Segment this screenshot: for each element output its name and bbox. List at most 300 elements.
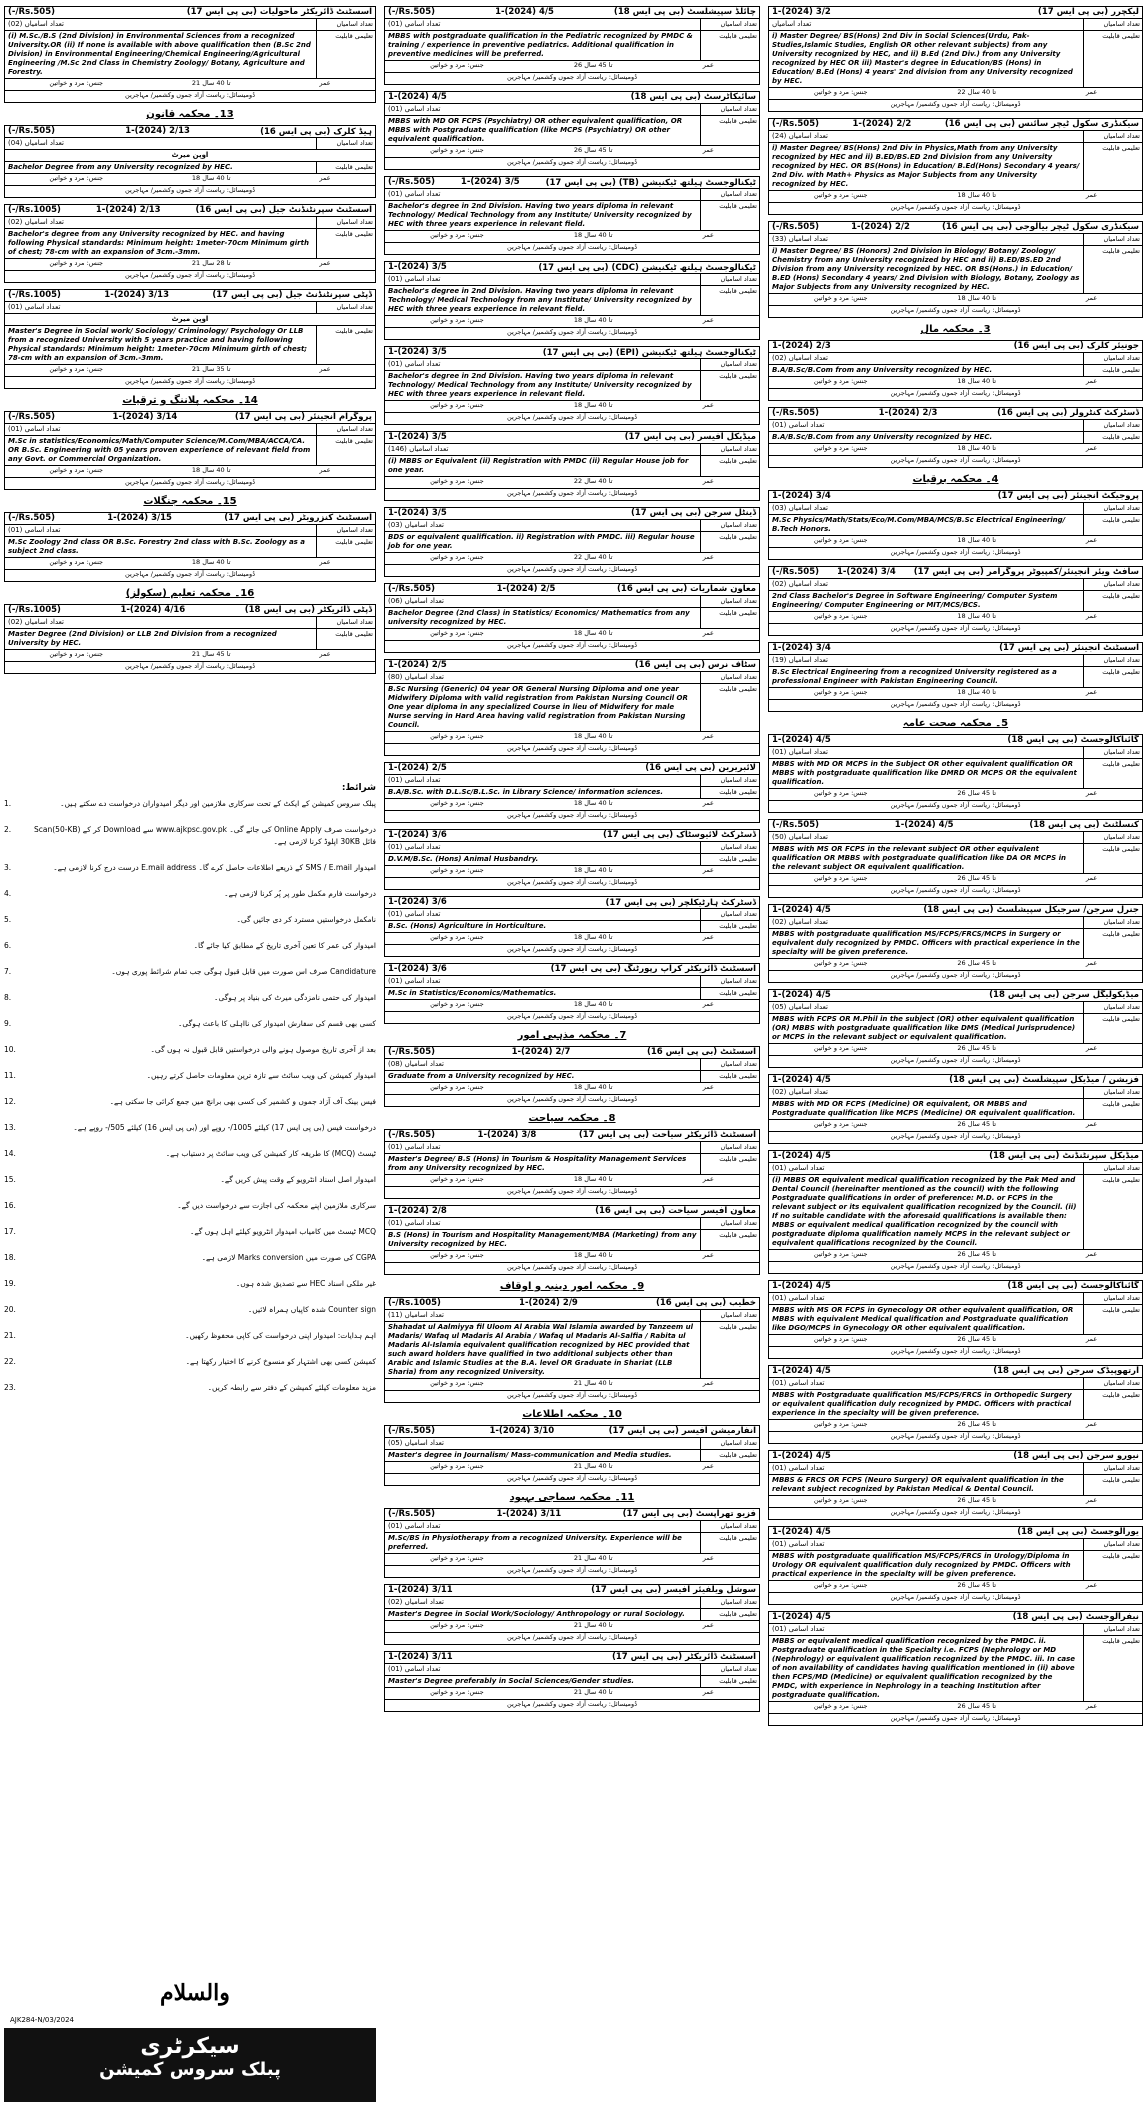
gender-text: جنس: مرد و خواتین — [813, 1044, 868, 1052]
qualification-label: تعلیمی قابلیت — [316, 537, 375, 557]
age-label: عمر — [1085, 1702, 1098, 1710]
post-code: 4/5 (2024)-1 — [772, 735, 831, 745]
age-value: 26 تا 45 سال — [957, 1335, 997, 1343]
condition-text: Candidature صرف اس صورت میں قابل قبول ہوگی جب تمام شرائط پوری ہوں۔ — [111, 967, 376, 976]
post-count-row — [5, 19, 375, 31]
age-label: عمر — [319, 558, 331, 566]
qualification-row — [769, 1551, 1142, 1581]
age-label: عمر — [319, 79, 331, 87]
domicile-row — [769, 1593, 1142, 1604]
post-title: معاون آفیسر سیاحت (بی پی ایس 16) — [595, 1206, 756, 1216]
domicile-row — [385, 413, 759, 424]
job-post — [768, 1280, 1143, 1359]
age-label: عمر — [319, 174, 331, 182]
post-count: تعداد اسامی (01) — [388, 360, 441, 368]
count-label: تعداد اسامیاں — [1083, 1087, 1142, 1098]
qualification-text: Master Degree (2nd Division) or LLB 2nd Division from a recognized University by HEC. — [8, 630, 277, 647]
qualification-text: MBBS with postgraduate qualification in the Pediatric recognized by PMDC & training / experience in preventive pediatrics. Additional qualification in preventive medicines will be preferred. — [388, 32, 693, 58]
domicile-row — [5, 91, 375, 102]
qualification-text: Shahadat ul Aalmiyya fil Uloom Al Arabia Wal Islamia awarded by Tanzeem ul Madaris/ Wafaq ul Madaris Al Arabia / Wafaq ul Madaris Al-Salfia / Rabita ul Madaris Al-Islamia equivalent qualification recognized by HEC provided that such award holders have qualified in two additional subjects other than Arabic and Islamic Studies at the B.A. level OR Graduate in Shariat (LLB Sharia) from any recognized University. — [388, 1323, 693, 1376]
qualification-label: تعلیمی قابلیت — [1083, 1475, 1142, 1495]
domicile-row — [385, 878, 759, 889]
job-post — [768, 566, 1143, 636]
age-gender-row — [385, 1251, 759, 1263]
post-code: 3/8 (2024)-1 — [477, 1130, 537, 1140]
count-label: تعداد اسامیاں — [700, 359, 759, 370]
count-label: تعداد اسامیاں — [700, 596, 759, 607]
domicile-text: ڈومیسائل: ریاست آزاد جموں وکشمیر/ مہاجرین — [507, 1474, 637, 1482]
gender-text: جنس: مرد و خواتین — [49, 174, 104, 182]
post-title: جنرل سرجن/ سرجیکل سپیشلسٹ (بی پی ایس 18) — [923, 905, 1139, 915]
count-label: تعداد اسامیاں — [316, 19, 375, 30]
condition-item — [4, 1148, 376, 1160]
condition-item — [4, 1278, 376, 1290]
gender-text: جنس: مرد و خواتین — [813, 444, 868, 452]
post-count: تعداد اسامی (01) — [388, 843, 441, 851]
domicile-row — [769, 1714, 1142, 1725]
age-value: 21 تا 40 سال — [573, 1379, 613, 1387]
post-code: 3/5 (2024)-1 — [388, 347, 447, 357]
domicile-text: ڈومیسائل: ریاست آزاد جموں وکشمیر/ مہاجرین — [507, 1263, 637, 1271]
qualification-text: MBBS or equivalent medical qualification recognized by the PMDC. ii. Postgraduate qualification in the Specialty i.e. FCPS (Nephrology or MD (Nephrology) or equivalent qualification recognized by the PMDC. iii. In case of non availability of candidates having qualification mentioned in (ii) above then FCPS/MD (Medicine) or equivalent qualification recognized by the PMDC, with experience in Nephrology in a teaching Institution after postgraduate qualification. — [772, 1637, 1075, 1699]
age-label: عمر — [702, 1379, 714, 1387]
qualification-label: تعلیمی قابلیت — [1083, 1175, 1142, 1249]
domicile-text: ڈومیسائل: ریاست آزاد جموں وکشمیر/ مہاجرین — [890, 1347, 1021, 1355]
condition-item — [4, 1096, 376, 1108]
qualification-label: تعلیمی قابلیت — [316, 31, 375, 78]
post-code: 2/3 (2024)-1 — [878, 408, 938, 418]
job-post — [384, 507, 760, 577]
post-title-row — [769, 990, 1142, 1002]
post-count-row — [385, 596, 759, 608]
condition-item — [4, 1174, 376, 1186]
count-label: تعداد اسامیاں — [316, 424, 375, 435]
age-gender-row — [385, 231, 759, 243]
age-label: عمر — [702, 732, 714, 740]
domicile-row — [769, 100, 1142, 111]
post-count-row — [385, 842, 759, 854]
age-gender-row — [769, 1420, 1142, 1432]
domicile-row — [385, 1095, 759, 1106]
post-count-row — [385, 1142, 759, 1154]
post-code: 4/5 (2024)-1 — [772, 1281, 831, 1291]
post-count-row — [769, 1293, 1142, 1305]
qualification-row — [385, 456, 759, 477]
condition-number: 17. — [4, 1227, 16, 1236]
department-heading: 4۔ محکمہ برقیات — [912, 474, 999, 485]
age-label: عمر — [1085, 536, 1098, 544]
condition-number: 8. — [4, 993, 12, 1002]
job-post — [768, 340, 1143, 401]
age-gender-row — [769, 688, 1142, 700]
job-post — [384, 963, 760, 1024]
post-count: تعداد اسامی (01) — [388, 1219, 441, 1227]
post-code: 2/7 (2024)-1 — [511, 1047, 571, 1057]
qualification-row — [5, 436, 375, 466]
qualification-label: تعلیمی قابلیت — [700, 456, 759, 476]
qualification-label: تعلیمی قابلیت — [1083, 667, 1142, 687]
post-count-row — [769, 747, 1142, 759]
post-count-row — [769, 234, 1142, 246]
gender-text: جنس: مرد و خواتین — [430, 732, 484, 740]
qualification-label: تعلیمی قابلیت — [1083, 1636, 1142, 1701]
qualification-row — [385, 787, 759, 799]
gender-text: جنس: مرد و خواتین — [430, 146, 484, 154]
count-label: تعداد اسامیاں — [700, 775, 759, 786]
post-title: ڈینٹل سرجن (بی پی ایس 17) — [630, 508, 756, 518]
count-label: تعداد اسامیاں — [700, 1597, 759, 1608]
job-post — [768, 989, 1143, 1068]
job-post — [384, 1046, 760, 1107]
qualification-row — [769, 143, 1142, 191]
age-value: 26 تا 45 سال — [957, 1496, 997, 1504]
post-title: اسسٹنٹ ڈائریکٹر سیاحت (بی پی ایس 17) — [578, 1130, 756, 1140]
post-title: ٹیکنالوجسٹ ہیلتھ ٹیکنیشن (TB) (بی پی ایس 17) — [545, 178, 756, 188]
domicile-text: ڈومیسائل: ریاست آزاد جموں وکشمیر/ مہاجرین — [507, 158, 637, 166]
age-label: عمر — [319, 466, 331, 474]
department-heading: 8۔ محکمہ سیاحت — [528, 1113, 616, 1124]
post-count: تعداد اسامی (01) — [772, 1294, 825, 1302]
domicile-text: ڈومیسائل: ریاست آزاد جموں وکشمیر/ مہاجرین — [507, 328, 637, 336]
gender-text: جنس: مرد و خواتین — [813, 874, 868, 882]
post-title: ڈپٹی سپرنٹنڈنٹ جیل (بی پی ایس 17) — [212, 290, 372, 300]
qualification-row — [385, 921, 759, 933]
gender-text: جنس: مرد و خواتین — [430, 629, 484, 637]
qualification-text: i) Master Degree/ BS(Hons) 2nd Div in Physics,Math from any University recognized by HEC and ii) B.ED/BS.ED 2nd Division from any University recognized by HEC. OR BS(Hons) in Education/ B.Ed(Hons) Secondary 4 years/ 2nd Div. with Math+ Physics as Major Subjects from any University recognized by HEC. — [772, 144, 1080, 188]
age-label: عمر — [702, 1554, 714, 1562]
age-gender-row — [385, 629, 759, 641]
qualification-text: Bachelor's degree from any University recognized by HEC. and having following Physical standards: Minimum height: 1meter-70cm Minimum girth of chest; 78-cm with an expansion of 3cm.-3mm. — [8, 230, 309, 256]
count-label: تعداد اسامیاں — [700, 1059, 759, 1070]
domicile-row — [5, 186, 375, 197]
gender-text: جنس: مرد و خواتین — [813, 191, 868, 199]
post-code: 3/4 (2024)-1 — [836, 567, 896, 577]
post-title-row — [385, 830, 759, 842]
qualification-text: i) Master Degree/ BS (Honors) 2nd Division in Biology/ Botany/ Zoology/ Chemistry from any University recognized by HEC and ii) B.ED/BS.ED 2nd Division from any University recognized by HEC. OR BS(Hons.) in Education/ B.ED (Hons) Secondary 4 years/ 2nd Division with Biology, Botany, Zoology as Major Subjects from any University recognized by HEC. — [772, 247, 1080, 291]
qualification-row — [5, 326, 375, 365]
gender-text: جنس: مرد و خواتین — [430, 553, 484, 561]
age-value: 26 تا 45 سال — [957, 1420, 997, 1428]
domicile-text: ڈومیسائل: ریاست آزاد جموں وکشمیر/ مہاجرین — [507, 413, 637, 421]
age-label: عمر — [1085, 377, 1098, 385]
age-value: 21 تا 40 سال — [191, 79, 231, 87]
post-count-row — [5, 217, 375, 229]
condition-text: پبلک سروس کمیشن کے ایکٹ کے تحت سرکاری ملازمین اور دیگر امیدواران درخواست دے سکتے ہیں۔ — [60, 799, 376, 808]
age-gender-row — [385, 1000, 759, 1012]
gender-text: جنس: مرد و خواتین — [430, 1462, 484, 1470]
post-title-row — [769, 1151, 1142, 1163]
post-title-row — [769, 1451, 1142, 1463]
age-value: 18 تا 40 سال — [573, 629, 613, 637]
age-label: عمر — [702, 316, 714, 324]
age-label: عمر — [319, 259, 331, 267]
post-count: تعداد اسامی (01) — [388, 977, 441, 985]
post-fee: (Rs.505/-) — [772, 820, 820, 830]
post-count: تعداد اسامیاں (08) — [388, 1060, 444, 1068]
post-fee: (Rs.1005/-) — [8, 605, 61, 615]
condition-item — [4, 1252, 376, 1264]
post-title: اسسٹنٹ انجینئر (بی پی ایس 17) — [999, 643, 1139, 653]
domicile-row — [769, 1347, 1142, 1358]
post-title: پروگرام انجینئر (بی پی ایس 17) — [234, 412, 372, 422]
age-value: 21 تا 40 سال — [573, 1688, 613, 1696]
age-label: عمر — [1085, 191, 1098, 199]
gender-text: جنس: مرد و خواتین — [430, 316, 484, 324]
post-code: 2/13 (2024)-1 — [95, 205, 161, 215]
qualification-text: Bachelor's degree in 2nd Division. Having two years diploma in relevant Technology/ Medical Technology from any Institute/ University recognized by HEC with three years experience in relevant field. — [388, 372, 692, 398]
qualification-row — [385, 1533, 759, 1554]
post-title: گائناکالوجسٹ (بی پی ایس 18) — [1007, 735, 1139, 745]
age-value: 26 تا 45 سال — [957, 1250, 997, 1258]
post-code: 3/14 (2024)-1 — [112, 412, 178, 422]
post-count-row — [385, 1310, 759, 1322]
post-title: فزیو تھراپسٹ (بی پی ایس 17) — [622, 1509, 756, 1519]
domicile-text: ڈومیسائل: ریاست آزاد جموں وکشمیر/ مہاجرین — [507, 1566, 637, 1574]
post-code: 2/5 (2024)-1 — [496, 584, 556, 594]
post-title: میڈیکل سپرنٹنڈنٹ (بی پی ایس 18) — [989, 1151, 1139, 1161]
post-count: تعداد اسامی (01) — [772, 1379, 825, 1387]
post-title-row — [769, 341, 1142, 353]
condition-item — [4, 1304, 376, 1316]
post-count: تعداد اسامی (01) — [772, 1464, 825, 1472]
age-value: 18 تا 40 سال — [573, 866, 613, 874]
age-value: 18 تا 40 سال — [573, 1083, 613, 1091]
post-count: تعداد اسامیاں (01) — [772, 748, 828, 756]
qualification-label: تعلیمی قابلیت — [1083, 844, 1142, 873]
domicile-text: ڈومیسائل: ریاست آزاد جموں وکشمیر/ مہاجرین — [890, 306, 1021, 314]
domicile-text: ڈومیسائل: ریاست آزاد جموں وکشمیر/ مہاجرین — [507, 1391, 637, 1399]
post-title: سیکنڈری سکول ٹیچر بیالوجی (بی پی ایس 16) — [941, 222, 1139, 232]
qualification-text: MBBS with Postgraduate qualification MS/FCPS/FRCS in Orthopedic Surgery or equivalent qualification duly recognized by PMDC. Officers with practical experience in the specialty will be given preference. — [772, 1391, 1072, 1417]
count-label: تعداد اسامیاں — [1083, 131, 1142, 142]
post-title: گائناکالوجسٹ (بی پی ایس 18) — [1007, 1281, 1139, 1291]
domicile-row — [385, 945, 759, 956]
post-fee: (Rs.505/-) — [388, 584, 436, 594]
age-gender-row — [385, 146, 759, 158]
post-count-row — [769, 503, 1142, 515]
post-title-row — [769, 1527, 1142, 1539]
age-label: عمر — [702, 1621, 714, 1629]
post-count: تعداد اسامی (01) — [772, 1540, 825, 1548]
count-label: تعداد اسامیاں — [700, 976, 759, 987]
age-label: عمر — [1085, 1044, 1098, 1052]
count-label: تعداد اسامیاں — [316, 302, 375, 313]
qualification-text: MBBS with FCPS OR M.Phil in the subject (OR) other equivalent qualification (OR) MBBS with postgraduate qualification like DMS (Medical Jurisprudence) or MCPS in the relevant subject or equivalent qualification. — [772, 1015, 1076, 1041]
age-gender-row — [5, 365, 375, 377]
domicile-row — [385, 744, 759, 755]
job-post — [768, 1365, 1143, 1444]
closing-text: والسلام — [160, 1980, 230, 2006]
qualification-text: 2nd Class Bachelor's Degree in Software Engineering/ Computer System Engineering/ Computer Engineering or MIT/MCS/BCS. — [772, 592, 1058, 609]
post-count-row — [5, 617, 375, 629]
post-code: 4/5 (2024)-1 — [772, 1075, 831, 1085]
post-fee: (Rs.1005/-) — [388, 1298, 441, 1308]
post-count: تعداد اسامی (01) — [388, 776, 441, 784]
condition-text: امیدوار کی حتمی نامزدگی میرٹ کی بنیاد پر ہوگی۔ — [214, 993, 376, 1002]
count-label: تعداد اسامیاں — [700, 672, 759, 683]
post-fee: (Rs.505/-) — [388, 1426, 436, 1436]
merit-row — [5, 150, 375, 162]
gender-text: جنس: مرد و خواتین — [430, 1554, 484, 1562]
age-gender-row — [769, 1581, 1142, 1593]
domicile-text: ڈومیسائل: ریاست آزاد جموں وکشمیر/ مہاجرین — [890, 624, 1021, 632]
domicile-text: ڈومیسائل: ریاست آزاد جموں وکشمیر/ مہاجرین — [507, 1700, 637, 1708]
post-code: 4/16 (2024)-1 — [120, 605, 186, 615]
post-title-row — [385, 1509, 759, 1521]
age-label: عمر — [1085, 959, 1098, 967]
count-label: تعداد اسامیاں — [700, 520, 759, 531]
domicile-row — [769, 1508, 1142, 1519]
post-count: تعداد اسامی (01) — [8, 303, 61, 311]
post-title-row — [385, 964, 759, 976]
age-label: عمر — [702, 146, 714, 154]
domicile-text: ڈومیسائل: ریاست آزاد جموں وکشمیر/ مہاجرین — [507, 1633, 637, 1641]
age-gender-row — [385, 1621, 759, 1633]
post-code: 3/13 (2024)-1 — [104, 290, 169, 300]
post-count: تعداد اسامیاں (11) — [388, 1311, 444, 1319]
domicile-text: ڈومیسائل: ریاست آزاد جموں وکشمیر/ مہاجرین — [890, 1714, 1021, 1722]
job-post — [768, 490, 1143, 560]
qualification-row — [385, 684, 759, 732]
domicile-row — [385, 1474, 759, 1485]
job-post — [384, 762, 760, 823]
qualification-row — [385, 854, 759, 866]
condition-item — [4, 888, 376, 900]
age-gender-row — [385, 316, 759, 328]
post-code: 3/6 (2024)-1 — [388, 964, 447, 974]
qualification-text: Graduate from a University recognized by HEC. — [388, 1072, 575, 1080]
condition-text: درخواست صرف Online Apply کی جائے گی۔ www.ajkpsc.gov.pk سے Download کر کے Scan(50-KB) فائل 30KB اپلوڈ کرنا لازمی ہے۔ — [34, 825, 376, 846]
domicile-text: ڈومیسائل: ریاست آزاد جموں وکشمیر/ مہاجرین — [890, 1508, 1021, 1516]
condition-text: امیدوار کی عمر کا تعین آخری تاریخ کے مطابق کیا جائے گا۔ — [193, 941, 376, 950]
post-code: 3/5 (2024)-1 — [388, 508, 447, 518]
domicile-text: ڈومیسائل: ریاست آزاد جموں وکشمیر/ مہاجرین — [125, 570, 255, 578]
domicile-text: ڈومیسائل: ریاست آزاد جموں وکشمیر/ مہاجرین — [890, 1262, 1021, 1270]
post-title-row — [385, 1206, 759, 1218]
qualification-text: MBBS with MS OR FCPS in Gynecology OR other equivalent qualification, OR MBBS with equivalent Medical qualification and Postgraduate qualification like DGO/MCPS in Gynecology OR other equivalent qualification. — [772, 1306, 1074, 1332]
post-count: تعداد اسامی (01) — [388, 1522, 441, 1530]
post-title-row — [769, 1366, 1142, 1378]
gender-text: جنس: مرد و خواتین — [813, 789, 868, 797]
condition-item — [4, 798, 376, 810]
age-label: عمر — [702, 477, 714, 485]
age-value: 26 تا 45 سال — [573, 146, 613, 154]
age-gender-row — [5, 174, 375, 186]
post-title: سیکنڈری سکول ٹیچر سائنس (بی پی ایس 16) — [944, 119, 1139, 129]
condition-number: 6. — [4, 941, 12, 950]
condition-text: Counter sign شدہ کاپیاں ہمراہ لائیں۔ — [247, 1305, 376, 1314]
qualification-text: M.Sc Physics/Math/Stats/Eco/M.Com/MBA/MCS/B.Sc Electrical Engineering/ B.Tech Honors. — [772, 516, 1066, 533]
qualification-text: M.Sc/BS in Physiotherapy from a recognized University. Experience will be preferred. — [388, 1534, 682, 1551]
post-code: 4/5 (2024)-1 — [772, 905, 831, 915]
job-post — [4, 512, 376, 582]
qualification-label: تعلیمی قابلیت — [700, 1154, 759, 1174]
qualification-row — [769, 365, 1142, 377]
post-title-row — [5, 412, 375, 424]
age-gender-row — [5, 79, 375, 91]
post-title-row — [5, 605, 375, 617]
post-title: لیکچرر (بی پی ایس 17) — [1037, 7, 1139, 17]
qualification-text: (i) MBBS or Equivalent (ii) Registration with PMDC (ii) Regular House job for one year. — [388, 457, 689, 474]
gender-text: جنس: مرد و خواتین — [430, 1688, 484, 1696]
age-value: 18 تا 40 سال — [573, 933, 613, 941]
domicile-row — [385, 1187, 759, 1198]
domicile-row — [769, 1132, 1142, 1143]
qualification-label: تعلیمی قابلیت — [1083, 1099, 1142, 1119]
age-value: 21 تا 45 سال — [191, 650, 231, 658]
domicile-text: ڈومیسائل: ریاست آزاد جموں وکشمیر/ مہاجرین — [890, 389, 1021, 397]
qualification-label: تعلیمی قابلیت — [700, 921, 759, 932]
post-count-row — [385, 104, 759, 116]
post-code: 3/11 (2024)-1 — [388, 1652, 453, 1662]
job-post — [384, 431, 760, 501]
gender-text: جنس: مرد و خواتین — [813, 536, 868, 544]
reference-number: AJK284-N/03/2024 — [10, 2016, 75, 2024]
age-gender-row — [769, 88, 1142, 100]
post-code: 3/11 (2024)-1 — [388, 1585, 453, 1595]
count-label: تعداد اسامیاں — [1083, 1624, 1142, 1635]
domicile-text: ڈومیسائل: ریاست آزاد جموں وکشمیر/ مہاجرین — [507, 1095, 637, 1103]
qualification-text: Master's degree in Journalism/ Mass-communication and Media studies. — [388, 1451, 672, 1459]
gender-text: جنس: مرد و خواتین — [49, 558, 104, 566]
domicile-row — [385, 489, 759, 500]
qualification-label: تعلیمی قابلیت — [1083, 515, 1142, 535]
domicile-row — [769, 700, 1142, 711]
qualification-row — [769, 929, 1142, 959]
domicile-row — [385, 565, 759, 576]
condition-item — [4, 1070, 376, 1082]
post-code: 4/5 (2024)-1 — [772, 990, 831, 1000]
job-post — [384, 1297, 760, 1403]
gender-text: جنس: مرد و خواتین — [430, 866, 484, 874]
qualification-row — [769, 667, 1142, 688]
count-label: تعداد اسامیاں — [316, 525, 375, 536]
signatory-org: پبلک سروس کمیشن — [99, 2059, 281, 2080]
qualification-row — [769, 1475, 1142, 1496]
post-count-row — [769, 1624, 1142, 1636]
post-count-row — [385, 189, 759, 201]
domicile-row — [769, 389, 1142, 400]
post-code: 3/4 (2024)-1 — [772, 491, 831, 501]
age-gender-row — [5, 259, 375, 271]
post-count: تعداد اسامیاں (02) — [8, 20, 64, 28]
job-post — [384, 829, 760, 890]
job-post — [768, 904, 1143, 983]
condition-number: 14. — [4, 1149, 16, 1158]
age-label: عمر — [702, 1688, 714, 1696]
gender-text: جنس: مرد و خواتین — [49, 79, 104, 87]
age-gender-row — [385, 1688, 759, 1700]
post-title-row — [385, 7, 759, 19]
job-post — [768, 819, 1143, 898]
domicile-row — [5, 271, 375, 282]
post-code: 2/2 (2024)-1 — [852, 119, 912, 129]
qualification-text: (i) M.Sc./B.S (2nd Division) in Environmental Sciences from a recognized University.OR (ii) If none is available with above qualification then (B.Sc 2nd Division) in Environmental Engineering/Chemical Engineering/Agricultural Engineering /M.Sc 2nd Class in Chemistry Zoology/ Botany, Agriculture and Forestry. — [8, 32, 311, 76]
post-fee: (Rs.505/-) — [8, 412, 56, 422]
post-count: تعداد اسامی (01) — [388, 910, 441, 918]
condition-number: 15. — [4, 1175, 16, 1184]
post-count-row — [385, 909, 759, 921]
post-title: ڈپٹی ڈائریکٹر (بی پی ایس 18) — [244, 605, 372, 615]
count-label: تعداد اسامیاں — [700, 1218, 759, 1229]
domicile-row — [769, 1056, 1142, 1067]
age-value: 18 تا 40 سال — [573, 1000, 613, 1008]
age-label: عمر — [702, 401, 714, 409]
post-count-row — [385, 274, 759, 286]
age-gender-row — [385, 61, 759, 73]
count-label: تعداد اسامیاں — [1083, 353, 1142, 364]
post-count: تعداد اسامیاں (02) — [388, 1598, 444, 1606]
